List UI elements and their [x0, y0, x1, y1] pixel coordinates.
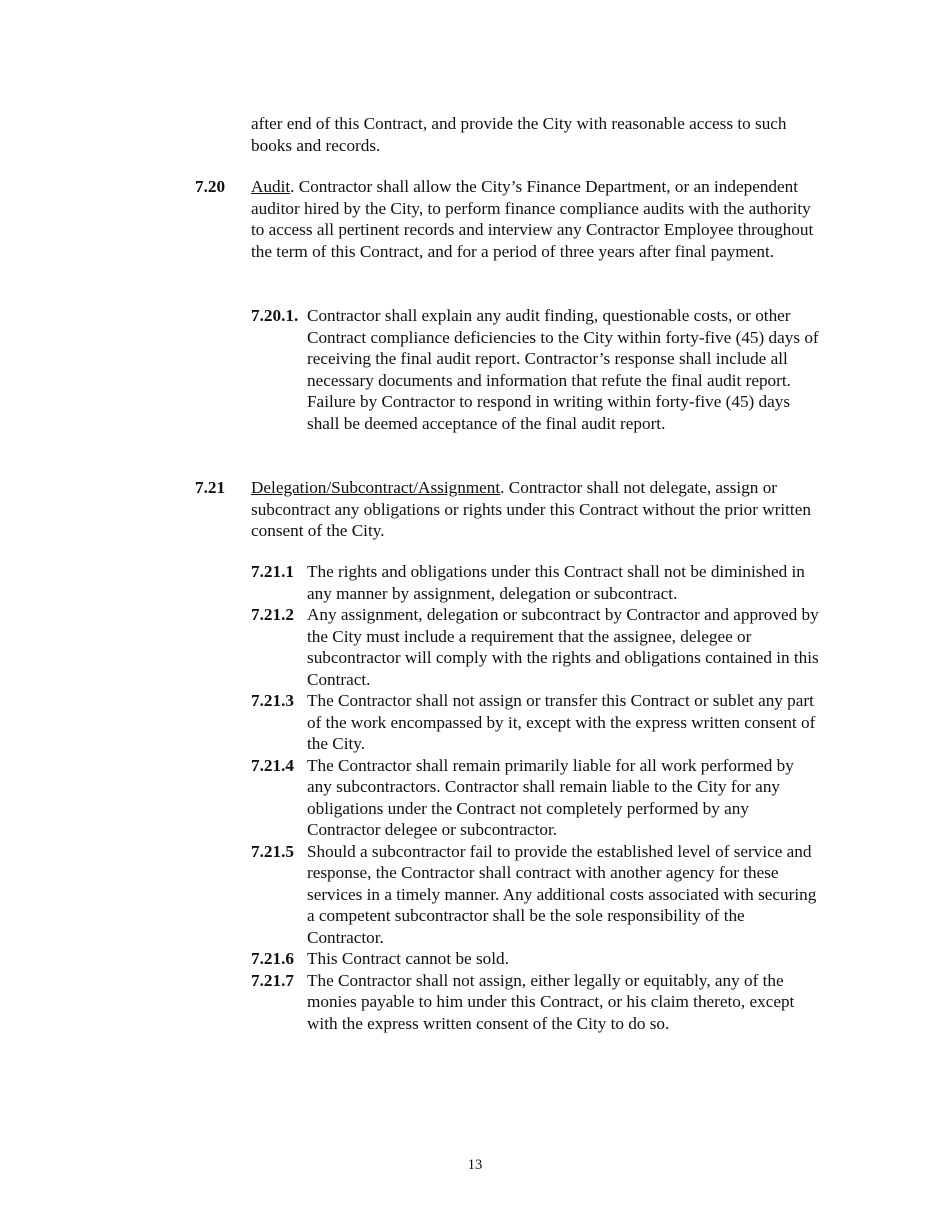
subsection-7-21-4 — [251, 755, 821, 841]
section-text: . Contractor shall allow the City’s Finance Department, or an independent auditor hired by the City, to perform finance compliance audits with the authority to access all pertinent records and interview any Contractor Employee throughout the term of this Contract, and for a period of three years after final payment. — [251, 177, 814, 261]
section-7-20 — [195, 176, 821, 262]
section-heading: Delegation/Subcontract/Assignment — [251, 478, 501, 497]
section-number: 7.20 — [195, 177, 226, 196]
subsection-list-7-21 — [251, 561, 821, 1034]
section-7-21 — [195, 477, 821, 542]
subsection-text: Any assignment, delegation or subcontract by Contractor and approved by the City must include a requirement that the assignee, delegee or subcontractor will comply with the rights and obligations contained in this Contract. — [307, 605, 819, 689]
section-text: . Contractor shall not delegate, assign or subcontract any obligations or rights under this Contract without the prior written consent of the City. — [251, 478, 811, 540]
subsection-7-21-2 — [251, 604, 821, 690]
subsection-text: Contractor shall explain any audit finding, questionable costs, or other Contract compliance deficiencies to the City within forty-five (45) days of receiving the final audit report. Contractor’s response shall include all necessary documents and information that refute the final audit report. Failure by Contractor to respond in writing within forty-five (45) days shall be deemed acceptance of the final audit report. — [307, 306, 819, 433]
subsection-7-21-5 — [251, 841, 821, 949]
section-number: 7.21 — [195, 478, 226, 497]
subsection-number: 7.21.5 — [251, 841, 294, 861]
subsection-text: The rights and obligations under this Contract shall not be diminished in any manner by assignment, delegation or subcontract. — [307, 562, 805, 603]
subsection-number: 7.21.6 — [251, 949, 294, 968]
subsection-7-21-6 — [251, 948, 821, 970]
subsection-body — [251, 305, 821, 434]
subsection-number: 7.21.2 — [251, 605, 294, 624]
subsection-text: This Contract cannot be sold. — [307, 949, 509, 968]
subsection-number: 7.21.1 — [251, 562, 294, 581]
continuation-text: after end of this Contract, and provide the City with reasonable access to such books and records. — [251, 114, 787, 155]
subsection-text: The Contractor shall not assign, either legally or equitably, any of the monies payable to him under this Contract, or his claim thereto, except with the express written consent of the City to do so. — [307, 970, 795, 1033]
subsection-number: 7.21.4 — [251, 755, 294, 775]
subsection-7-21-3 — [251, 690, 821, 755]
subsection-7-21-1 — [251, 561, 821, 604]
subsection-text: Should a subcontractor fail to provide the established level of service and response, the Contractor shall contract with another agency for these services in a timely manner. Any additional costs associated with securing a competent subcontractor shall be the sole responsibility of the Contractor. — [307, 841, 817, 947]
subsection-text: The Contractor shall not assign or transfer this Contract or sublet any part of the work encompassed by it, except with the express written consent of the City. — [307, 691, 816, 753]
subsection-number: 7.21.7 — [251, 970, 294, 990]
subsection-number: 7.20.1. — [251, 306, 299, 325]
subsection-number: 7.21.3 — [251, 691, 294, 710]
section-body — [195, 477, 821, 542]
section-heading: Audit — [251, 177, 291, 196]
continuation-paragraph — [251, 113, 821, 156]
section-body — [195, 176, 821, 262]
subsection-7-20-1 — [251, 305, 821, 434]
subsection-7-21-7 — [251, 970, 821, 1035]
subsection-text: The Contractor shall remain primarily liable for all work performed by any subcontractors. Contractor shall remain liable to the City for any obligations under the Contract not completely performed by any Contractor delegee or subcontractor. — [307, 755, 794, 839]
page-number: 13 — [467, 1157, 483, 1173]
